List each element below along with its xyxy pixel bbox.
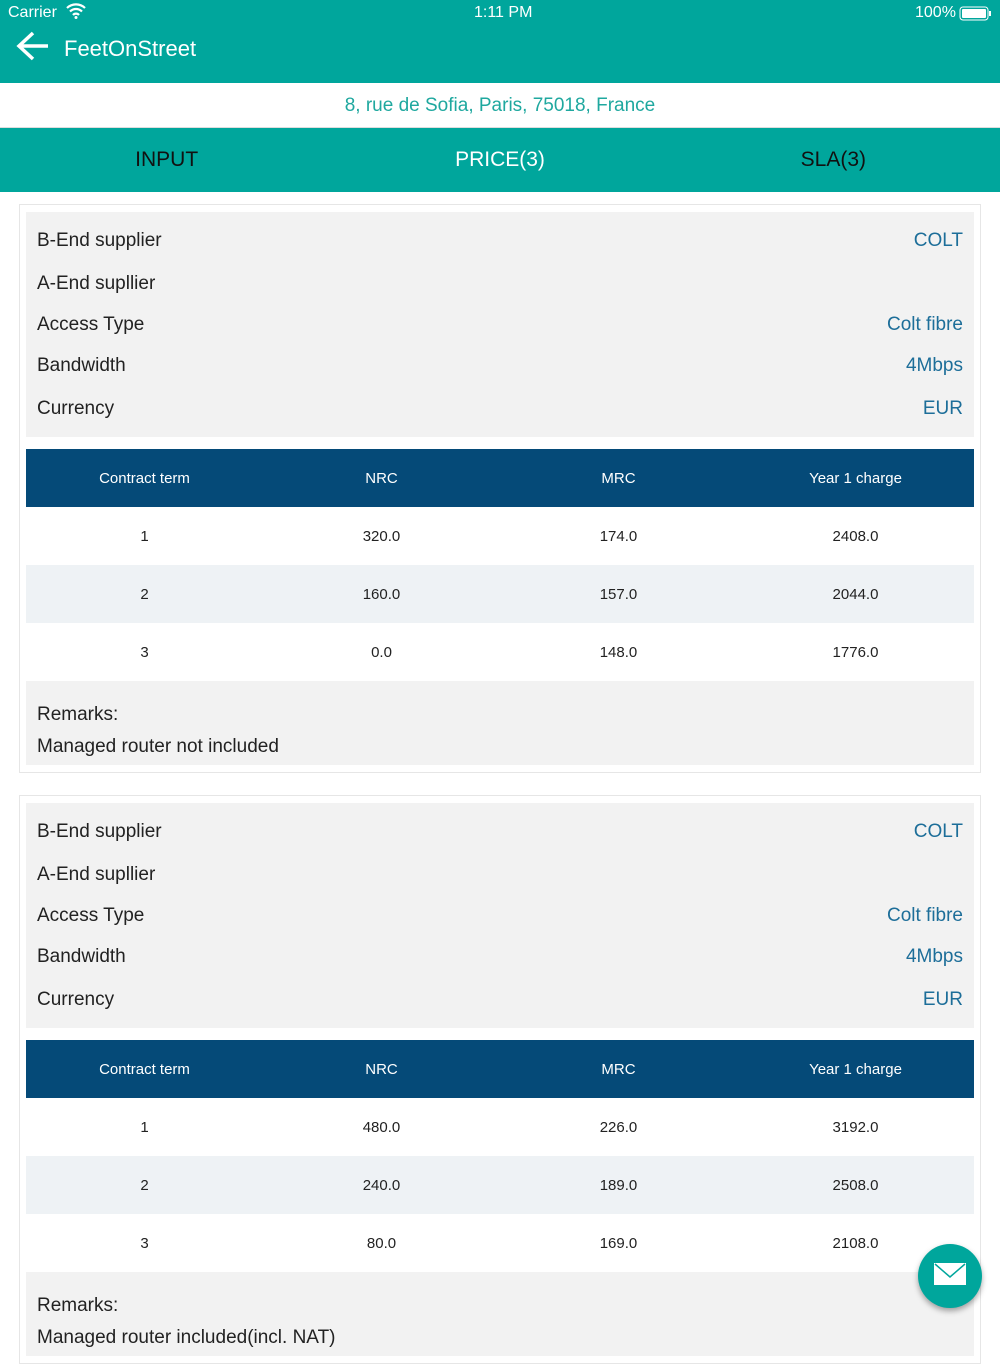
table-cell: 148.0 [599, 643, 638, 661]
info-label: Currency [37, 398, 115, 419]
info-value: EUR [922, 989, 963, 1010]
table-cell: 2508.0 [737, 1156, 974, 1214]
table-cell: 2108.0 [832, 1234, 879, 1252]
carrier: Carrier [8, 4, 57, 21]
info-row [37, 905, 963, 927]
info-label: Bandwidth [37, 355, 126, 376]
table-row [26, 1156, 974, 1214]
info-value: EUR [922, 398, 963, 419]
info-label: Access Type [37, 314, 145, 335]
table-cell: 160.0 [263, 565, 500, 623]
info-row [37, 230, 963, 252]
column-header: NRC [263, 1040, 500, 1098]
table-row [26, 565, 974, 623]
info-label: Currency [37, 989, 115, 1010]
info-row [37, 864, 963, 886]
address: 8, rue de Sofia, Paris, 75018, France [0, 83, 1000, 128]
tab-sla[interactable]: SLA(3) [800, 148, 866, 171]
info-row [37, 273, 963, 295]
info-value: Colt fibre [886, 314, 963, 335]
column-header: Contract term [26, 1040, 263, 1098]
table-cell: 169.0 [599, 1234, 638, 1252]
column-header: MRC [500, 1040, 737, 1098]
remarks-text: Managed router not included [37, 736, 279, 757]
info-label: A-End supllier [37, 864, 156, 885]
info-value: Colt fibre [886, 905, 963, 926]
table-cell: 174.0 [599, 527, 638, 545]
table-cell: 1 [140, 527, 149, 545]
remarks-text: Managed router included(incl. NAT) [37, 1327, 336, 1348]
info-label: A-End supllier [37, 273, 156, 294]
info-row [37, 989, 963, 1011]
info-row [37, 355, 963, 377]
table-cell: 2 [26, 565, 263, 623]
column-header: Year 1 charge [737, 449, 974, 507]
table-cell: 1776.0 [832, 643, 879, 661]
info-label: B-End supplier [37, 821, 162, 842]
info-label: Bandwidth [37, 946, 126, 967]
table-cell: 480.0 [362, 1118, 401, 1136]
tab-bar [0, 128, 1000, 192]
info-row [37, 314, 963, 336]
remarks [26, 1272, 974, 1356]
table-row [26, 623, 974, 681]
table-cell: 3 [140, 1234, 149, 1252]
table-cell: 189.0 [500, 1156, 737, 1214]
table-cell: 2408.0 [832, 527, 879, 545]
tab-input[interactable]: INPUT [135, 148, 199, 171]
price-table [26, 449, 974, 681]
column-header: MRC [500, 449, 737, 507]
info-label: Access Type [37, 905, 145, 926]
info-section [26, 803, 974, 1028]
price-card [19, 795, 981, 1364]
table-cell: 0.0 [371, 643, 392, 661]
table-row [26, 1214, 974, 1272]
table-cell: 3192.0 [832, 1118, 879, 1136]
info-row [37, 946, 963, 968]
info-label: B-End supplier [37, 230, 162, 251]
remarks-label: Remarks: [37, 704, 119, 725]
status-bar [0, 0, 1000, 27]
header [0, 0, 1000, 83]
table-row [26, 1098, 974, 1156]
info-value: 4Mbps [905, 355, 963, 376]
info-value: 4Mbps [905, 946, 963, 967]
table-row [26, 507, 974, 565]
info-row [37, 821, 963, 843]
price-card [19, 204, 981, 773]
table-cell: 3 [140, 643, 149, 661]
column-header: Year 1 charge [737, 1040, 974, 1098]
battery-icon [959, 6, 993, 26]
table-cell: 320.0 [362, 527, 401, 545]
column-header: Contract term [26, 449, 263, 507]
table-cell: 80.0 [366, 1234, 397, 1252]
info-value: COLT [913, 821, 963, 842]
table-cell: 157.0 [500, 565, 737, 623]
battery-percent: 100% [915, 4, 956, 21]
price-table [26, 1040, 974, 1272]
mail-icon [933, 1262, 967, 1291]
remarks-label: Remarks: [37, 1295, 119, 1316]
email-button[interactable] [918, 1244, 982, 1308]
info-row [37, 398, 963, 420]
app-title: FeetOnStreet [64, 35, 197, 61]
table-cell: 226.0 [599, 1118, 638, 1136]
back-arrow-icon[interactable] [16, 30, 50, 67]
table-cell: 2 [26, 1156, 263, 1214]
column-header: NRC [263, 449, 500, 507]
wifi-icon [66, 3, 86, 24]
info-value: COLT [913, 230, 963, 251]
tab-price[interactable]: PRICE(3) [455, 148, 545, 171]
table-cell: 240.0 [263, 1156, 500, 1214]
clock: 1:11 PM [474, 4, 533, 21]
info-section [26, 212, 974, 437]
remarks [26, 681, 974, 765]
table-cell: 2044.0 [737, 565, 974, 623]
table-cell: 1 [140, 1118, 149, 1136]
